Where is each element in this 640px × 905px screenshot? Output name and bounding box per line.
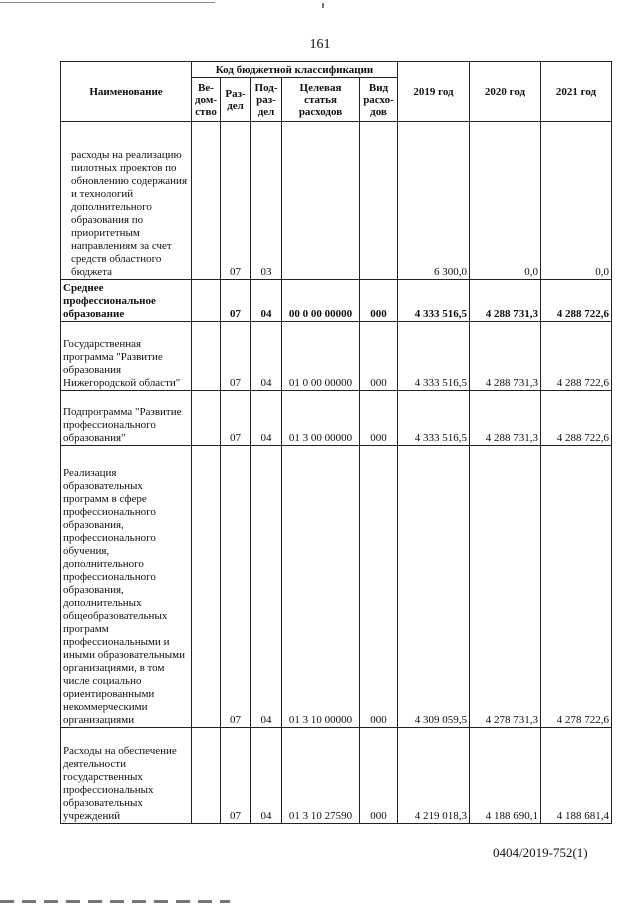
table-row xyxy=(61,280,612,322)
row-2020: 4 288 731,3 xyxy=(470,322,541,391)
row-2020: 4 188 690,1 xyxy=(470,728,541,824)
header-razdel: Раз-дел xyxy=(221,78,251,122)
row-celevaya: 01 3 00 00000 xyxy=(282,391,360,446)
row-2021: 0,0 xyxy=(541,122,612,280)
row-podrazdel: 03 xyxy=(251,122,282,280)
header-vid: Вид расхо-дов xyxy=(360,78,398,122)
row-2020: 0,0 xyxy=(470,122,541,280)
header-name: Наименование xyxy=(61,62,192,122)
row-2019: 4 333 516,5 xyxy=(398,280,470,322)
row-name: Расходы на обеспечение деятельности государственных профессиональных образовательных учреждений xyxy=(61,728,192,824)
row-name: Государственная программа "Развитие образования Нижегородской области" xyxy=(61,322,192,391)
document-code: 0404/2019-752(1) xyxy=(493,845,588,860)
table-row xyxy=(61,122,612,280)
row-celevaya: 00 0 00 00000 xyxy=(282,280,360,322)
header-2019: 2019 год xyxy=(398,62,470,122)
row-vedomstvo xyxy=(192,280,221,322)
row-2019: 4 309 059,5 xyxy=(398,446,470,728)
row-razdel: 07 xyxy=(221,322,251,391)
row-razdel: 07 xyxy=(221,122,251,280)
row-2021: 4 288 722,6 xyxy=(541,391,612,446)
row-name: Подпрограмма "Развитие профессионального образования" xyxy=(61,391,192,446)
header-budget-classification: Код бюджетной классификации xyxy=(192,62,398,78)
header-celevaya: Целевая статья расходов xyxy=(282,78,360,122)
row-name: Реализация образовательных программ в сфере профессионального образования, профессионального обучения, дополнительного профессионального образования, дополнительных общеобразовательных программ профессиональными и иными образовательными организациями, в том числе социально ориентированными некоммерческими организациями xyxy=(61,446,192,728)
row-2021: 4 288 722,6 xyxy=(541,322,612,391)
row-celevaya: 01 3 10 00000 xyxy=(282,446,360,728)
row-2021: 4 288 722,6 xyxy=(541,280,612,322)
table-row xyxy=(61,728,612,824)
row-vedomstvo xyxy=(192,122,221,280)
row-razdel: 07 xyxy=(221,728,251,824)
row-vedomstvo xyxy=(192,322,221,391)
row-vedomstvo xyxy=(192,446,221,728)
row-2020: 4 278 731,3 xyxy=(470,446,541,728)
row-2019: 4 219 018,3 xyxy=(398,728,470,824)
row-vid: 000 xyxy=(360,391,398,446)
row-podrazdel: 04 xyxy=(251,280,282,322)
row-razdel: 07 xyxy=(221,446,251,728)
row-podrazdel: 04 xyxy=(251,446,282,728)
row-2020: 4 288 731,3 xyxy=(470,280,541,322)
row-podrazdel: 04 xyxy=(251,322,282,391)
header-2020: 2020 год xyxy=(470,62,541,122)
budget-table xyxy=(60,61,612,824)
row-2019: 4 333 516,5 xyxy=(398,322,470,391)
row-razdel: 07 xyxy=(221,280,251,322)
row-2020: 4 288 731,3 xyxy=(470,391,541,446)
scan-mark xyxy=(322,3,324,8)
row-name: Среднее профессиональное образование xyxy=(61,280,192,322)
row-name: расходы на реализацию пилотных проектов по обновлению содержания и технологий дополнительного образования по приоритетным направлениям за счет средств областного бюджета xyxy=(61,122,192,280)
row-vid: 000 xyxy=(360,280,398,322)
row-2019: 6 300,0 xyxy=(398,122,470,280)
table-row xyxy=(61,391,612,446)
row-vid: 000 xyxy=(360,322,398,391)
row-celevaya: 01 0 00 00000 xyxy=(282,322,360,391)
bottom-scan-strip xyxy=(0,900,230,903)
row-celevaya xyxy=(282,122,360,280)
row-celevaya: 01 3 10 27590 xyxy=(282,728,360,824)
row-razdel: 07 xyxy=(221,391,251,446)
row-2019: 4 333 516,5 xyxy=(398,391,470,446)
row-podrazdel: 04 xyxy=(251,391,282,446)
table-row xyxy=(61,446,612,728)
row-vedomstvo xyxy=(192,391,221,446)
header-podrazdel: Под-раз-дел xyxy=(251,78,282,122)
table-row xyxy=(61,322,612,391)
row-vid: 000 xyxy=(360,728,398,824)
row-vedomstvo xyxy=(192,728,221,824)
row-2021: 4 188 681,4 xyxy=(541,728,612,824)
top-scan-line xyxy=(0,2,215,3)
header-row-1 xyxy=(61,62,612,78)
row-vid xyxy=(360,122,398,280)
header-vedomstvo: Ве-дом-ство xyxy=(192,78,221,122)
row-vid: 000 xyxy=(360,446,398,728)
row-2021: 4 278 722,6 xyxy=(541,446,612,728)
page-number: 161 xyxy=(309,37,331,52)
row-podrazdel: 04 xyxy=(251,728,282,824)
header-2021: 2021 год xyxy=(541,62,612,122)
